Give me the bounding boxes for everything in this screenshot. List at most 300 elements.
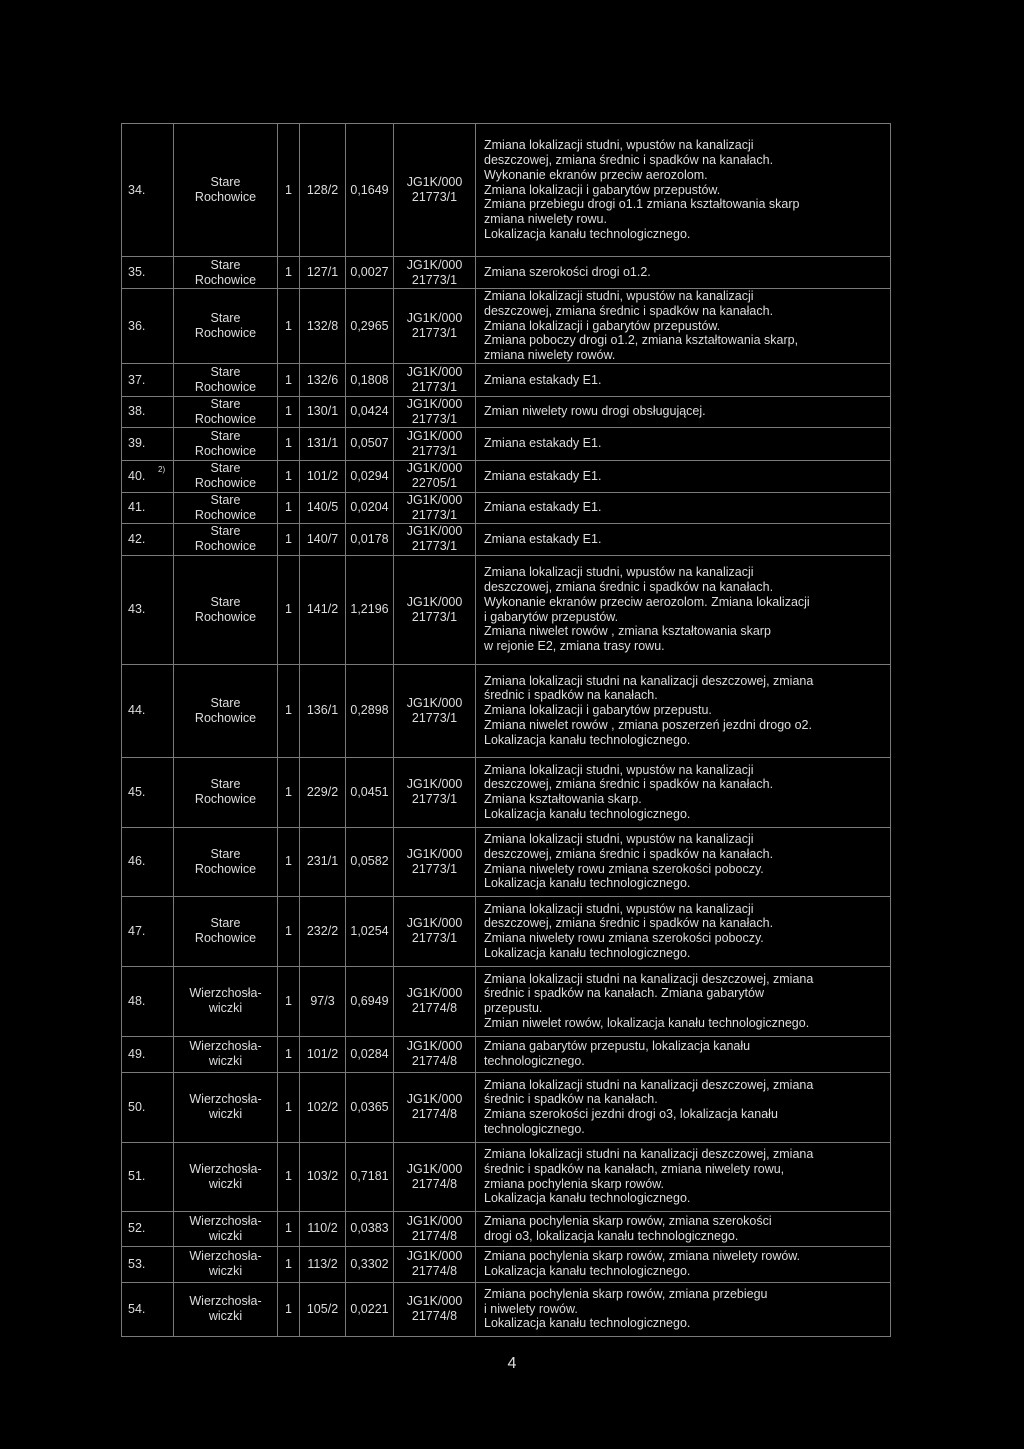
locality-line: Rochowice bbox=[194, 326, 257, 340]
table-row bbox=[122, 460, 891, 492]
locality-line: Stare bbox=[210, 777, 241, 792]
plot-number: 136/1 bbox=[300, 664, 346, 757]
row-number bbox=[122, 1142, 174, 1211]
locality-line: Stare bbox=[210, 695, 241, 710]
table-row bbox=[122, 124, 891, 257]
locality-line: Rochowice bbox=[194, 190, 257, 204]
change-description bbox=[476, 966, 891, 1036]
description-line: Zmiana szerokości jezdni drogi o3, lokalizacja kanału bbox=[484, 1107, 778, 1121]
locality bbox=[174, 966, 278, 1036]
section-number: 1 bbox=[278, 1282, 300, 1336]
change-description bbox=[476, 1211, 891, 1246]
land-register-line: 21774/8 bbox=[411, 1107, 458, 1121]
land-register bbox=[394, 1211, 476, 1246]
row-number-text: 42. bbox=[128, 531, 146, 546]
change-description bbox=[476, 1072, 891, 1142]
locality bbox=[174, 555, 278, 664]
locality bbox=[174, 1246, 278, 1282]
locality-line: Rochowice bbox=[194, 539, 257, 553]
land-register bbox=[394, 364, 476, 397]
land-register-line: JG1K/000 bbox=[406, 594, 463, 609]
row-number bbox=[122, 1072, 174, 1142]
locality-line: Wierzchosła- bbox=[189, 1249, 262, 1264]
description-line: technologicznego. bbox=[484, 1054, 585, 1068]
land-register-line: JG1K/000 bbox=[406, 311, 463, 326]
row-number bbox=[122, 664, 174, 757]
plot-area: 0,0507 bbox=[346, 427, 394, 460]
change-description bbox=[476, 492, 891, 523]
locality-line: Stare bbox=[210, 397, 241, 411]
section-number: 1 bbox=[278, 1246, 300, 1282]
row-number bbox=[122, 289, 174, 364]
section-number: 1 bbox=[278, 460, 300, 492]
row-number bbox=[122, 257, 174, 289]
plot-area: 0,0294 bbox=[346, 460, 394, 492]
land-register bbox=[394, 397, 476, 428]
section-number: 1 bbox=[278, 523, 300, 555]
description-line: Zmiana lokalizacji studni, wpustów na kanalizacji bbox=[484, 832, 754, 846]
description-line: Zmiana estakady E1. bbox=[484, 468, 602, 483]
locality-line: Wierzchosła- bbox=[189, 986, 262, 1001]
plot-number: 231/1 bbox=[300, 827, 346, 896]
section-number: 1 bbox=[278, 896, 300, 966]
row-number-text: 37. bbox=[128, 372, 146, 387]
footnote-marker: 2) bbox=[158, 464, 166, 474]
row-number-text: 43. bbox=[128, 602, 146, 617]
description-line: Zmiana niwelety rowu zmiana szerokości poboczy. bbox=[484, 861, 764, 876]
row-number-text: 50. bbox=[128, 1099, 146, 1114]
locality bbox=[174, 757, 278, 827]
plot-area: 1,0254 bbox=[346, 896, 394, 966]
land-register bbox=[394, 1282, 476, 1336]
land-register-line: JG1K/000 bbox=[406, 461, 463, 476]
land-register-line: 21773/1 bbox=[411, 272, 458, 287]
table-row bbox=[122, 257, 891, 289]
description-line: zmiana niwelety rowu. bbox=[484, 212, 607, 227]
description-line: Zmiana niwelety rowu zmiana szerokości poboczy. bbox=[484, 931, 764, 945]
section-number: 1 bbox=[278, 124, 300, 257]
plot-number: 140/7 bbox=[300, 523, 346, 555]
land-register-line: 21773/1 bbox=[411, 380, 458, 394]
locality-line: Rochowice bbox=[194, 272, 257, 287]
table-row bbox=[122, 1282, 891, 1336]
description-line: w rejonie E2, zmiana trasy rowu. bbox=[484, 639, 665, 653]
table-row bbox=[122, 492, 891, 523]
row-number-text: 41. bbox=[128, 500, 146, 515]
row-number bbox=[122, 757, 174, 827]
plot-number: 130/1 bbox=[300, 397, 346, 428]
land-register-line: JG1K/000 bbox=[406, 524, 463, 539]
description-line: deszczowej, zmiana średnic i spadków na kanałach. bbox=[484, 580, 774, 594]
locality-line: Rochowice bbox=[194, 476, 257, 490]
locality-line: Wierzchosła- bbox=[189, 1092, 262, 1107]
land-register-line: JG1K/000 bbox=[406, 1161, 463, 1176]
description-line: średnic i spadków na kanałach. bbox=[484, 1092, 658, 1107]
description-line: Lokalizacja kanału technologicznego. bbox=[484, 945, 691, 960]
locality bbox=[174, 427, 278, 460]
row-number-text: 34. bbox=[128, 182, 146, 197]
plot-area: 0,0178 bbox=[346, 523, 394, 555]
description-line: Zmiana poboczy drogi o1.2, zmiana kształtowania skarp, bbox=[484, 333, 799, 348]
land-register-line: JG1K/000 bbox=[406, 1039, 463, 1054]
description-line: Zmian niwelet rowów, lokalizacja kanału technologicznego. bbox=[484, 1015, 810, 1030]
change-description bbox=[476, 1282, 891, 1336]
land-register bbox=[394, 460, 476, 492]
plot-area: 0,0204 bbox=[346, 492, 394, 523]
locality bbox=[174, 1142, 278, 1211]
table-row bbox=[122, 1072, 891, 1142]
land-register bbox=[394, 1036, 476, 1072]
row-number bbox=[122, 1282, 174, 1336]
plot-number: 97/3 bbox=[300, 966, 346, 1036]
plot-number: 141/2 bbox=[300, 555, 346, 664]
row-number-text: 53. bbox=[128, 1256, 146, 1271]
locality bbox=[174, 492, 278, 523]
description-line: drogi o3, lokalizacja kanału technologicznego. bbox=[484, 1228, 739, 1243]
plot-number: 127/1 bbox=[300, 257, 346, 289]
land-register-line: JG1K/000 bbox=[406, 365, 463, 380]
table-row bbox=[122, 966, 891, 1036]
plot-number: 232/2 bbox=[300, 896, 346, 966]
row-number bbox=[122, 397, 174, 428]
plot-number: 140/5 bbox=[300, 492, 346, 523]
plot-area: 0,0365 bbox=[346, 1072, 394, 1142]
description-line: średnic i spadków na kanałach. Zmiana gabarytów bbox=[484, 986, 765, 1001]
description-line: deszczowej, zmiana średnic i spadków na kanałach. bbox=[484, 153, 774, 168]
row-number bbox=[122, 427, 174, 460]
land-register-line: 21773/1 bbox=[411, 792, 458, 806]
description-line: Wykonanie ekranów przeciw aerozolom. Zmiana lokalizacji bbox=[484, 594, 810, 609]
land-register bbox=[394, 664, 476, 757]
land-register bbox=[394, 555, 476, 664]
locality-line: Stare bbox=[210, 846, 241, 861]
section-number: 1 bbox=[278, 827, 300, 896]
description-line: Zmiana niwelet rowów , zmiana poszerzeń jezdni drogo o2. bbox=[484, 717, 812, 732]
locality-line: Stare bbox=[210, 916, 241, 931]
description-line: deszczowej, zmiana średnic i spadków na kanałach. bbox=[484, 777, 774, 792]
plot-area: 0,2965 bbox=[346, 289, 394, 364]
plot-number: 102/2 bbox=[300, 1072, 346, 1142]
plot-area: 0,0383 bbox=[346, 1211, 394, 1246]
description-line: Zmiana lokalizacji studni, wpustów na kanalizacji bbox=[484, 762, 754, 777]
locality-line: Rochowice bbox=[194, 411, 257, 426]
parcel-table-body bbox=[122, 124, 891, 1337]
locality-line: Wierzchosła- bbox=[189, 1039, 262, 1054]
change-description bbox=[476, 1142, 891, 1211]
table-row bbox=[122, 1142, 891, 1211]
description-line: średnic i spadków na kanałach. bbox=[484, 688, 658, 703]
row-number-text: 36. bbox=[128, 318, 146, 333]
land-register bbox=[394, 124, 476, 257]
description-line: Wykonanie ekranów przeciw aerozolom. bbox=[484, 167, 708, 182]
description-line: zmiana pochylenia skarp rowów. bbox=[484, 1176, 664, 1191]
description-line: Zmiana lokalizacji studni na kanalizacji deszczowej, zmiana bbox=[484, 673, 814, 688]
locality bbox=[174, 827, 278, 896]
row-number-text: 51. bbox=[128, 1169, 146, 1184]
land-register-line: 21774/8 bbox=[411, 1054, 458, 1068]
description-line: Lokalizacja kanału technologicznego. bbox=[484, 1191, 691, 1206]
land-register bbox=[394, 1246, 476, 1282]
plot-number: 103/2 bbox=[300, 1142, 346, 1211]
plot-number: 113/2 bbox=[300, 1246, 346, 1282]
description-line: deszczowej, zmiana średnic i spadków na kanałach. bbox=[484, 303, 774, 318]
change-description bbox=[476, 289, 891, 364]
section-number: 1 bbox=[278, 397, 300, 428]
land-register-line: 22705/1 bbox=[411, 476, 458, 490]
land-register-line: JG1K/000 bbox=[406, 846, 463, 861]
row-number bbox=[122, 523, 174, 555]
locality-line: wiczki bbox=[208, 1054, 243, 1068]
table-row bbox=[122, 1246, 891, 1282]
land-register-line: 21774/8 bbox=[411, 1228, 458, 1243]
section-number: 1 bbox=[278, 1036, 300, 1072]
plot-number: 105/2 bbox=[300, 1282, 346, 1336]
table-row bbox=[122, 427, 891, 460]
land-register-line: 21773/1 bbox=[411, 609, 458, 624]
row-number bbox=[122, 124, 174, 257]
description-line: Zmiana pochylenia skarp rowów, zmiana szerokości bbox=[484, 1213, 772, 1228]
row-number bbox=[122, 492, 174, 523]
change-description bbox=[476, 427, 891, 460]
plot-area: 0,0284 bbox=[346, 1036, 394, 1072]
plot-number: 132/8 bbox=[300, 289, 346, 364]
change-description bbox=[476, 664, 891, 757]
change-description bbox=[476, 827, 891, 896]
locality-line: Rochowice bbox=[194, 380, 257, 394]
land-register-line: JG1K/000 bbox=[406, 397, 463, 411]
land-register-line: 21773/1 bbox=[411, 710, 458, 725]
locality bbox=[174, 664, 278, 757]
land-register-line: JG1K/000 bbox=[406, 428, 463, 443]
plot-number: 132/6 bbox=[300, 364, 346, 397]
description-line: i gabarytów przepustów. bbox=[484, 609, 619, 624]
row-number-text: 54. bbox=[128, 1301, 146, 1316]
change-description bbox=[476, 460, 891, 492]
plot-area: 0,0451 bbox=[346, 757, 394, 827]
locality-line: Stare bbox=[210, 594, 241, 609]
land-register bbox=[394, 427, 476, 460]
description-line: Zmiana pochylenia skarp rowów, zmiana niwelety rowów. bbox=[484, 1249, 801, 1264]
section-number: 1 bbox=[278, 757, 300, 827]
row-number-text: 40. bbox=[128, 468, 146, 483]
land-register-line: 21773/1 bbox=[411, 443, 458, 458]
description-line: Lokalizacja kanału technologicznego. bbox=[484, 876, 691, 891]
plot-area: 0,0582 bbox=[346, 827, 394, 896]
section-number: 1 bbox=[278, 555, 300, 664]
description-line: Zmiana lokalizacji studni, wpustów na kanalizacji bbox=[484, 138, 754, 153]
description-line: Lokalizacja kanału technologicznego. bbox=[484, 806, 691, 821]
locality-line: Wierzchosła- bbox=[189, 1294, 262, 1309]
locality-line: Rochowice bbox=[194, 931, 257, 945]
description-line: Zmiana lokalizacji i gabarytów przepustów. bbox=[484, 182, 721, 197]
locality-line: wiczki bbox=[208, 1228, 243, 1243]
land-register-line: JG1K/000 bbox=[406, 257, 463, 272]
plot-number: 110/2 bbox=[300, 1211, 346, 1246]
description-line: Zmiana pochylenia skarp rowów, zmiana przebiegu bbox=[484, 1286, 768, 1301]
section-number: 1 bbox=[278, 1142, 300, 1211]
land-register-line: 21773/1 bbox=[411, 931, 458, 945]
row-number bbox=[122, 896, 174, 966]
locality bbox=[174, 257, 278, 289]
table-row bbox=[122, 523, 891, 555]
row-number bbox=[122, 1036, 174, 1072]
locality bbox=[174, 1211, 278, 1246]
description-line: deszczowej, zmiana średnic i spadków na kanałach. bbox=[484, 916, 774, 931]
description-line: Zmiana przebiegu drogi o1.1 zmiana kształtowania skarp bbox=[484, 197, 800, 212]
locality bbox=[174, 523, 278, 555]
plot-number: 131/1 bbox=[300, 427, 346, 460]
locality-line: Stare bbox=[210, 492, 241, 507]
section-number: 1 bbox=[278, 1072, 300, 1142]
description-line: Zmiana niwelet rowów , zmiana kształtowania skarp bbox=[484, 624, 771, 639]
land-register bbox=[394, 896, 476, 966]
change-description bbox=[476, 257, 891, 289]
parcel-table bbox=[121, 123, 891, 1337]
description-line: Zmiana lokalizacji studni, wpustów na kanalizacji bbox=[484, 565, 754, 580]
section-number: 1 bbox=[278, 289, 300, 364]
land-register bbox=[394, 523, 476, 555]
section-number: 1 bbox=[278, 257, 300, 289]
description-line: zmiana niwelety rowów. bbox=[484, 348, 616, 363]
land-register-line: JG1K/000 bbox=[406, 492, 463, 507]
section-number: 1 bbox=[278, 966, 300, 1036]
row-number bbox=[122, 364, 174, 397]
change-description bbox=[476, 555, 891, 664]
locality-line: Rochowice bbox=[194, 710, 257, 725]
land-register bbox=[394, 757, 476, 827]
change-description bbox=[476, 523, 891, 555]
description-line: Lokalizacja kanału technologicznego. bbox=[484, 226, 691, 241]
description-line: Zmiana lokalizacji studni, wpustów na kanalizacji bbox=[484, 289, 754, 304]
table-row bbox=[122, 555, 891, 664]
locality-line: wiczki bbox=[208, 1309, 243, 1323]
land-register-line: JG1K/000 bbox=[406, 1249, 463, 1264]
locality-line: Rochowice bbox=[194, 507, 257, 522]
land-register-line: 21774/8 bbox=[411, 1001, 458, 1015]
land-register-line: JG1K/000 bbox=[406, 777, 463, 792]
land-register bbox=[394, 492, 476, 523]
description-line: przepustu. bbox=[484, 1001, 543, 1015]
row-number-text: 35. bbox=[128, 265, 146, 280]
change-description bbox=[476, 364, 891, 397]
land-register-line: JG1K/000 bbox=[406, 695, 463, 710]
section-number: 1 bbox=[278, 492, 300, 523]
locality-line: Stare bbox=[210, 175, 241, 190]
land-register-line: JG1K/000 bbox=[406, 986, 463, 1001]
plot-area: 0,2898 bbox=[346, 664, 394, 757]
land-register bbox=[394, 289, 476, 364]
description-line: Zmian niwelety rowu drogi obsługującej. bbox=[484, 404, 706, 419]
change-description bbox=[476, 397, 891, 428]
row-number-text: 44. bbox=[128, 703, 146, 718]
table-row bbox=[122, 1036, 891, 1072]
locality bbox=[174, 1036, 278, 1072]
description-line: Zmiana lokalizacji i gabarytów przepustu. bbox=[484, 703, 712, 718]
locality-line: Wierzchosła- bbox=[189, 1161, 262, 1176]
page-number: 4 bbox=[507, 1355, 517, 1372]
row-number-text: 52. bbox=[128, 1221, 146, 1236]
locality-line: Stare bbox=[210, 428, 241, 443]
change-description bbox=[476, 124, 891, 257]
locality bbox=[174, 397, 278, 428]
row-number bbox=[122, 1211, 174, 1246]
land-register-line: 21774/8 bbox=[411, 1264, 458, 1278]
change-description bbox=[476, 757, 891, 827]
row-number bbox=[122, 460, 174, 492]
locality-line: Wierzchosła- bbox=[189, 1213, 262, 1228]
locality bbox=[174, 460, 278, 492]
description-line: Zmiana gabarytów przepustu, lokalizacja kanału bbox=[484, 1039, 751, 1054]
locality-line: Rochowice bbox=[194, 861, 257, 876]
change-description bbox=[476, 1036, 891, 1072]
locality bbox=[174, 124, 278, 257]
table-row bbox=[122, 896, 891, 966]
land-register-line: JG1K/000 bbox=[406, 1213, 463, 1228]
locality-line: Stare bbox=[210, 461, 241, 476]
table-row bbox=[122, 757, 891, 827]
plot-area: 0,1808 bbox=[346, 364, 394, 397]
table-row bbox=[122, 289, 891, 364]
row-number-text: 48. bbox=[128, 993, 146, 1008]
land-register-line: 21773/1 bbox=[411, 861, 458, 876]
description-line: Zmiana lokalizacji studni na kanalizacji deszczowej, zmiana bbox=[484, 1077, 814, 1092]
land-register-line: 21773/1 bbox=[411, 539, 458, 553]
locality-line: wiczki bbox=[208, 1107, 243, 1121]
plot-area: 0,3302 bbox=[346, 1246, 394, 1282]
land-register-line: JG1K/000 bbox=[406, 916, 463, 931]
locality-line: Stare bbox=[210, 257, 241, 272]
locality bbox=[174, 1072, 278, 1142]
row-number-text: 47. bbox=[128, 923, 146, 938]
plot-area: 0,0221 bbox=[346, 1282, 394, 1336]
plot-number: 128/2 bbox=[300, 124, 346, 257]
locality-line: Stare bbox=[210, 311, 241, 326]
land-register bbox=[394, 1072, 476, 1142]
section-number: 1 bbox=[278, 1211, 300, 1246]
locality bbox=[174, 896, 278, 966]
description-line: deszczowej, zmiana średnic i spadków na kanałach. bbox=[484, 846, 774, 861]
description-line: średnic i spadków na kanałach, zmiana niwelety rowu, bbox=[484, 1161, 785, 1176]
row-number-text: 45. bbox=[128, 784, 146, 799]
land-register-line: 21774/8 bbox=[411, 1309, 458, 1323]
description-line: Zmiana kształtowania skarp. bbox=[484, 792, 642, 806]
change-description bbox=[476, 896, 891, 966]
description-line: Zmiana szerokości drogi o1.2. bbox=[484, 265, 651, 280]
description-line: Zmiana estakady E1. bbox=[484, 500, 602, 515]
row-number-text: 39. bbox=[128, 436, 146, 451]
row-number-text: 46. bbox=[128, 854, 146, 869]
locality-line: Rochowice bbox=[194, 792, 257, 806]
locality bbox=[174, 289, 278, 364]
description-line: Lokalizacja kanału technologicznego. bbox=[484, 1316, 691, 1331]
section-number: 1 bbox=[278, 427, 300, 460]
plot-area: 0,0027 bbox=[346, 257, 394, 289]
table-row bbox=[122, 364, 891, 397]
plot-area: 1,2196 bbox=[346, 555, 394, 664]
row-number bbox=[122, 1246, 174, 1282]
description-line: Zmiana lokalizacji i gabarytów przepustów. bbox=[484, 318, 721, 333]
plot-area: 0,7181 bbox=[346, 1142, 394, 1211]
locality bbox=[174, 1282, 278, 1336]
locality-line: wiczki bbox=[208, 1264, 243, 1278]
land-register bbox=[394, 1142, 476, 1211]
plot-area: 0,1649 bbox=[346, 124, 394, 257]
plot-number: 101/2 bbox=[300, 460, 346, 492]
land-register bbox=[394, 257, 476, 289]
change-description bbox=[476, 1246, 891, 1282]
table-row bbox=[122, 664, 891, 757]
land-register bbox=[394, 966, 476, 1036]
